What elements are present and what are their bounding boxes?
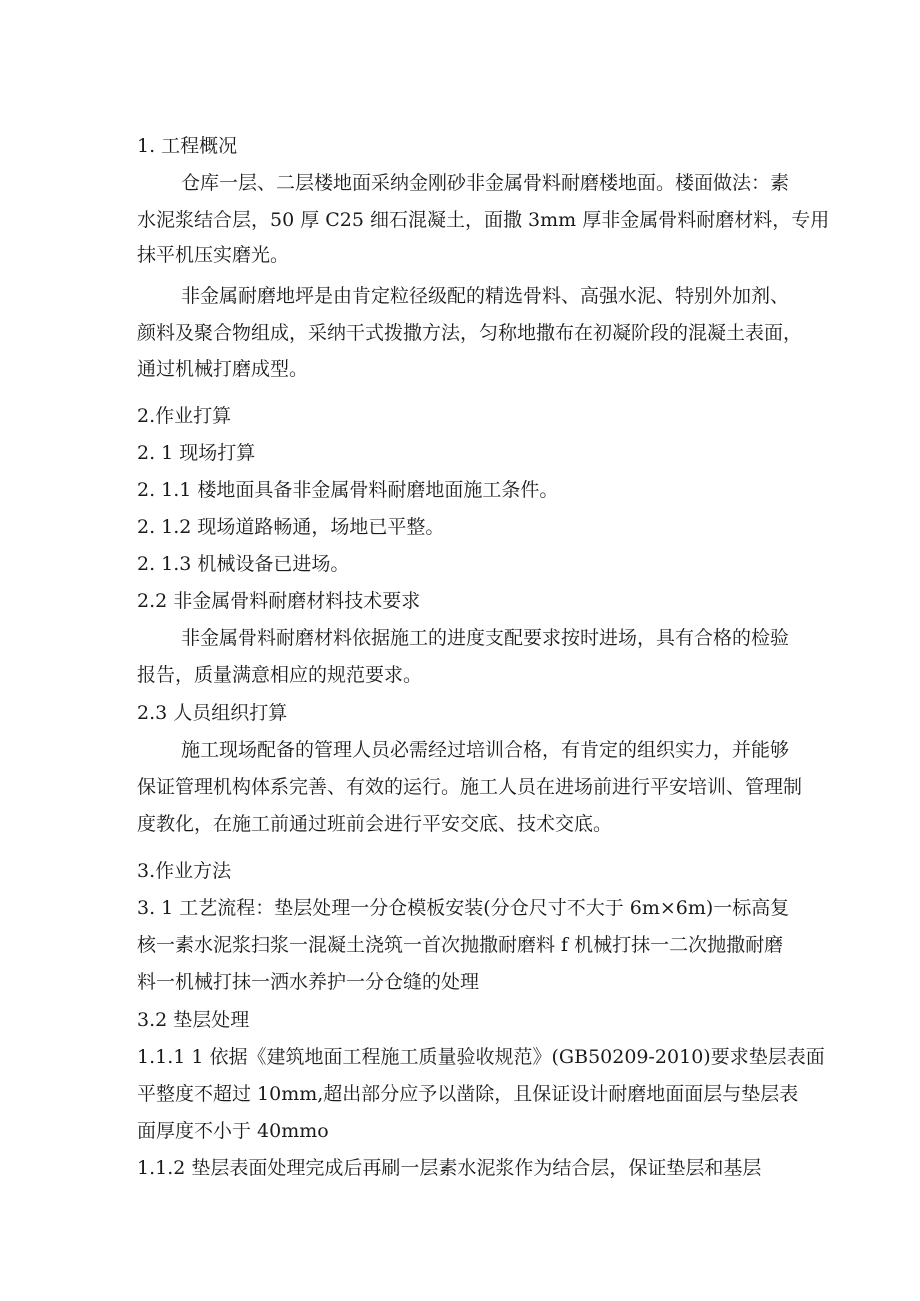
paragraph-line: 施工现场配备的管理人员必需经过培训合格，有肯定的组织实力，并能够 [181, 739, 790, 761]
paragraph-line: 面厚度不小于 40mmo [137, 1120, 329, 1142]
subsection-heading: 2.3 人员组织打算 [137, 702, 288, 724]
paragraph-line: 水泥浆结合层，50 厚 C25 细石混凝土，面撒 3mm 厚非金属骨料耐磨材料，专用 [137, 209, 830, 231]
paragraph-line: 抹平机压实磨光。 [137, 244, 290, 266]
paragraph-line: 通过机械打磨成型。 [137, 358, 309, 380]
list-item: 2. 1.3 机械设备已进场。 [137, 553, 350, 575]
paragraph-line: 1.1.1 1 依据《建筑地面工程施工质量验收规范》(GB50209-2010)要求垫层表面 [137, 1046, 825, 1068]
list-item: 2. 1.2 现场道路畅通，场地已平整。 [137, 516, 445, 538]
paragraph-line: 核一素水泥浆扫浆一混凝土浇筑一首次抛撒耐磨料 f 机械打抹一二次抛撒耐磨 [137, 934, 784, 956]
subsection-heading: 3.2 垫层处理 [137, 1009, 250, 1031]
paragraph-line: 报告，质量满意相应的规范要求。 [137, 664, 423, 686]
section-3-heading: 3.作业方法 [137, 860, 232, 882]
paragraph-line: 非金属骨料耐磨材料依据施工的进度支配要求按时进场，具有合格的检验 [181, 627, 790, 649]
paragraph-line: 3. 1 工艺流程：垫层处理一分仓模板安装(分仓尺寸不大于 6m×6m)一标高复 [137, 897, 790, 919]
paragraph-line: 颜料及聚合物组成，采纳干式拨撒方法，匀称地撒布在初凝阶段的混凝土表面， [137, 322, 803, 344]
paragraph-line: 仓库一层、二层楼地面采纳金刚砂非金属骨料耐磨楼地面。楼面做法：素 [181, 172, 790, 194]
section-1-heading: 1. 工程概况 [137, 135, 238, 157]
paragraph-line: 度教化，在施工前通过班前会进行平安交底、技术交底。 [137, 813, 613, 835]
paragraph-line: 料一机械打抹一洒水养护一分仓缝的处理 [137, 971, 480, 993]
paragraph-line: 平整度不超过 10mm,超出部分应予以凿除，且保证设计耐磨地面面层与垫层表 [137, 1083, 799, 1105]
paragraph-line: 1.1.2 垫层表面处理完成后再刷一层素水泥浆作为结合层，保证垫层和基层 [137, 1157, 762, 1179]
subsection-heading: 2. 1 现场打算 [137, 442, 256, 464]
paragraph-line: 保证管理机构体系完善、有效的运行。施工人员在进场前进行平安培训、管理制 [137, 776, 803, 798]
subsection-heading: 2.2 非金属骨料耐磨材料技术要求 [137, 590, 421, 612]
section-2-heading: 2.作业打算 [137, 405, 232, 427]
list-item: 2. 1.1 楼地面具备非金属骨料耐磨地面施工条件。 [137, 479, 559, 501]
paragraph-line: 非金属耐磨地坪是由肯定粒径级配的精选骨料、高强水泥、特别外加剂、 [181, 285, 790, 307]
